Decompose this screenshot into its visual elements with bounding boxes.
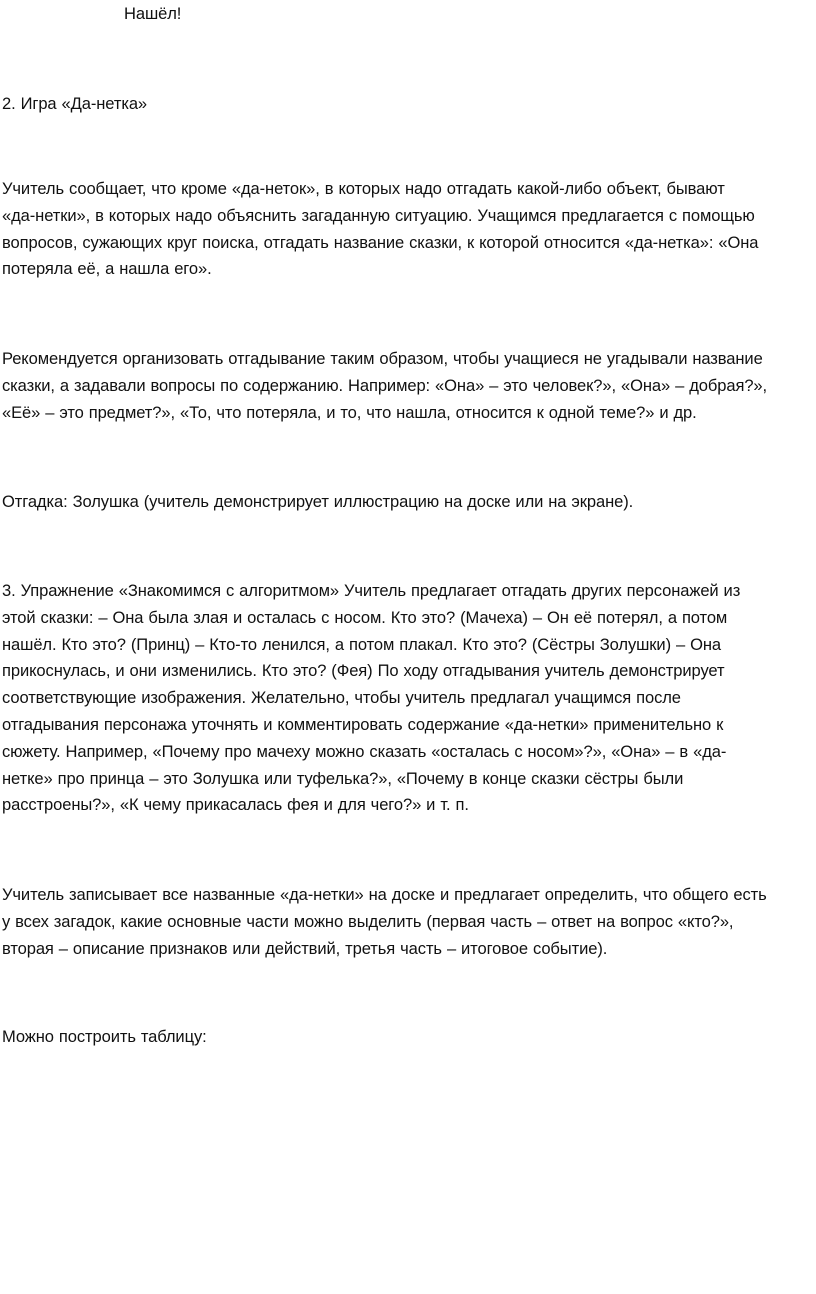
paragraph-build-table [2, 1024, 814, 1051]
text-line: этой сказки: – Она была злая и осталась с носом. Кто это? (Мачеха) – Он её потерял, а потом [2, 607, 728, 627]
text-line: «Её» – это предмет?», «То, что потеряла, и то, что нашла, относится к одной теме?» и др. [2, 402, 697, 422]
text-line: 3. Упражнение «Знакомимся с алгоритмом» Учитель предлагает отгадать других персонажей из [2, 581, 741, 600]
paragraph-found [124, 1, 816, 28]
text-line: сказки, а задавали вопросы по содержанию. Например: «Она» – это человек?», «Она» – добрая?», [2, 375, 768, 395]
text-line: Отгадка: Золушка (учитель демонстрирует иллюстрацию на доске или на экране). [2, 492, 634, 511]
text-line: вопросов, сужающих круг поиска, отгадать название сказки, к которой относится «да-нетка»: «Она [2, 232, 759, 252]
text-line: Рекомендуется организовать отгадывание таким образом, чтобы учащиеся не угадывали название [2, 349, 763, 368]
text-line: Учитель сообщает, что кроме «да-неток», в которых надо отгадать какой-либо объект, бывают [2, 179, 725, 198]
text-line: у всех загадок, какие основные части можно выделить (первая часть – ответ на вопрос «кто?», [2, 911, 734, 931]
paragraph-recommendation [2, 346, 814, 426]
text-line: расстроены?», «К чему прикасалась фея и для чего?» и т. п. [2, 795, 469, 815]
paragraph-teacher-explains [2, 176, 814, 283]
paragraph-answer [2, 489, 814, 516]
text-line: соответствующие изображения. Желательно, чтобы учитель предлагал учащимся после [2, 688, 681, 708]
text-line: прикоснулась, и они изменились. Кто это? (Фея) По ходу отгадывания учитель демонстрирует [2, 661, 725, 681]
text-line: вторая – описание признаков или действий, третья часть – итоговое событие). [2, 938, 608, 958]
text-line: Можно построить таблицу: [2, 1027, 207, 1046]
text-line: сюжету. Например, «Почему про мачеху можно сказать «осталась с носом»?», «Она» – в «да- [2, 741, 727, 761]
heading-game-yes-no [2, 91, 814, 118]
text-line: 2. Игра «Да-нетка» [2, 94, 148, 113]
paragraph-exercise-algorithm [2, 578, 814, 819]
text-line: нетке» про принца – это Золушка или туфелька?», «Почему в конце сказки сёстры были [2, 768, 684, 788]
text-line: «да-нетки», в которых надо объяснить загаданную ситуацию. Учащимся предлагается с помощью [2, 205, 755, 225]
text-line: нашёл. Кто это? (Принц) – Кто-то ленился, а потом плакал. Кто это? (Сёстры Золушки) – Она [2, 634, 721, 654]
text-line: потеряла её, а нашла его». [2, 259, 212, 279]
text-line: отгадывания персонажа уточнять и комментировать содержание «да-нетки» применительно к [2, 714, 724, 734]
text-line: Нашёл! [124, 4, 182, 23]
text-line: Учитель записывает все названные «да-нетки» на доске и предлагает определить, что общего есть [2, 885, 767, 904]
paragraph-teacher-writes [2, 882, 814, 962]
